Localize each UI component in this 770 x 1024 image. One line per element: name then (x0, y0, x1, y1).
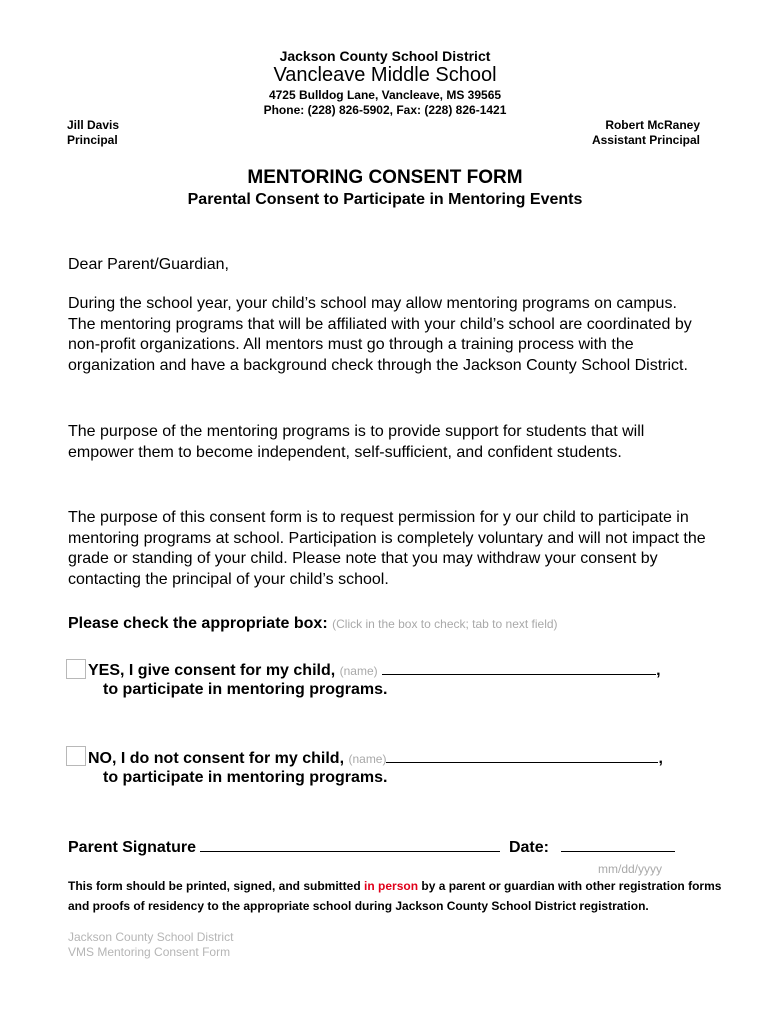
submission-note-highlight: in person (364, 879, 419, 893)
consent-yes-name-field[interactable] (382, 658, 656, 675)
date-field[interactable] (561, 835, 675, 852)
consent-no-name-field[interactable] (386, 746, 658, 763)
consent-no-name-hint: (name) (348, 752, 387, 766)
consent-yes-label: YES, I give consent for my child, (88, 662, 336, 679)
assistant-principal-block (592, 118, 700, 148)
form-title: MENTORING CONSENT FORM (247, 167, 523, 188)
parent-signature-field[interactable] (200, 835, 500, 852)
signature-row (68, 835, 675, 857)
paragraph-mentoring-programs: During the school year, your child’s school may allow mentoring programs on campus. The mentoring programs that will be affiliated with your child’s school are coordinated by non-profit organizations. All mentors must go through a training process with the organization and have a background check through the Jackson County School District. (68, 295, 692, 375)
instruction-label: Please check the appropriate box: (68, 615, 328, 632)
principal-name: Jill Davis (67, 118, 120, 132)
consent-no-comma: , (658, 750, 663, 767)
consent-yes-comma: , (656, 662, 661, 679)
school-name: Vancleave Middle School (273, 64, 497, 86)
assistant-principal-title: Assistant Principal (591, 133, 700, 147)
consent-yes-continuation: to participate in mentoring programs. (103, 681, 388, 698)
consent-yes-checkbox[interactable] (66, 659, 86, 679)
check-box-instruction (68, 615, 558, 633)
school-address: 4725 Bulldog Lane, Vancleave, MS 39565 (268, 88, 502, 102)
greeting: Dear Parent/Guardian, (68, 256, 229, 273)
form-subtitle: Parental Consent to Participate in Mentoring Events (187, 191, 583, 208)
consent-no-option (88, 746, 663, 768)
instruction-hint: (Click in the box to check; tab to next field) (332, 617, 558, 631)
consent-yes-option (88, 658, 661, 680)
consent-no-continuation: to participate in mentoring programs. (103, 769, 388, 786)
consent-no-checkbox[interactable] (66, 746, 86, 766)
date-label: Date: (508, 839, 549, 856)
submission-note (68, 876, 728, 916)
footer-district: Jackson County School District (68, 930, 234, 944)
consent-yes-name-hint: (name) (339, 664, 378, 678)
consent-no-label: NO, I do not consent for my child, (88, 750, 345, 767)
date-placeholder: mm/dd/yyyy (598, 862, 663, 876)
parent-signature-label: Parent Signature (68, 839, 197, 856)
district-name: Jackson County School District (279, 48, 491, 64)
submission-note-part2: by a parent or guardian with other registration forms and proofs of residency to the appropriate school during Jackson County School District registration. (68, 879, 722, 913)
principal-block (67, 118, 119, 148)
paragraph-purpose-programs: The purpose of the mentoring programs is to provide support for students that will empower them to become independent, self-sufficient, and confident students. (68, 423, 645, 461)
school-phone: Phone: (228) 826-5902, Fax: (228) 826-1421 (263, 103, 507, 117)
paragraph-purpose-form: The purpose of this consent form is to request permission for y our child to participate in mentoring programs at school. Participation is completely voluntary and will not impact the grade or standing of your child. Please note that you may withdraw your consent by contacting the principal of your child’s school. (68, 509, 706, 589)
submission-note-part1: This form should be printed, signed, and submitted (68, 879, 365, 893)
principal-title: Principal (67, 133, 118, 147)
footer (68, 930, 233, 960)
footer-form-name: VMS Mentoring Consent Form (68, 945, 231, 959)
assistant-principal-name: Robert McRaney (605, 118, 700, 132)
